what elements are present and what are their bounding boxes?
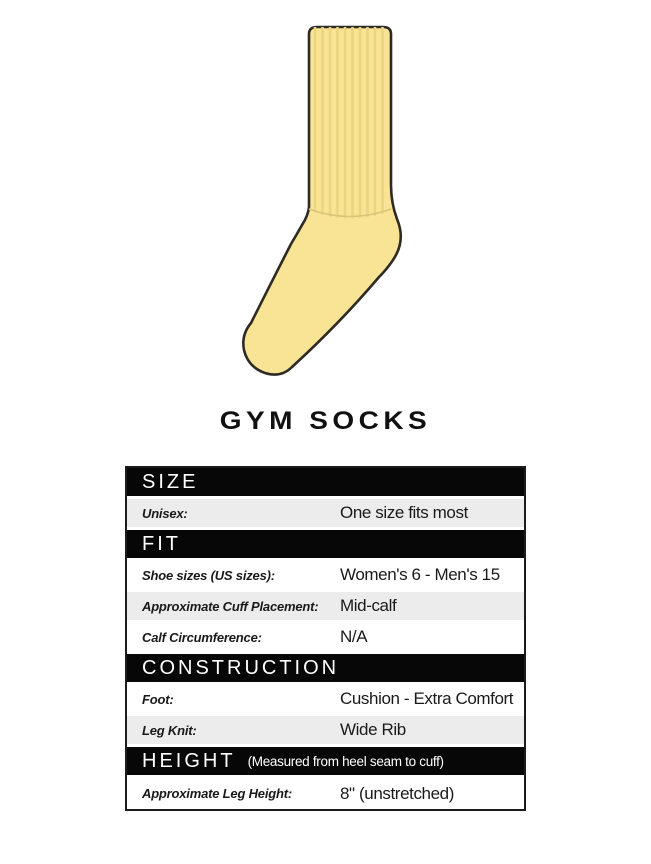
row-label: Calf Circumference: (142, 629, 262, 645)
row-value: N/A (340, 627, 368, 646)
size-chart-section (127, 530, 524, 654)
product-title: GYM SOCKS (219, 407, 432, 435)
row-value: Wide Rib (340, 720, 406, 739)
size-chart-section (127, 468, 524, 530)
section-title: SIZE (142, 470, 199, 493)
section-subtitle: (Measured from heel seam to cuff) (247, 753, 444, 769)
size-chart-section (127, 747, 524, 809)
size-chart-section (127, 654, 524, 747)
table-row (127, 499, 524, 530)
row-label: Approximate Cuff Placement: (142, 598, 319, 614)
table-row (127, 623, 524, 654)
table-row (127, 716, 524, 747)
row-value: 8" (unstretched) (340, 783, 454, 803)
section-header (127, 747, 524, 778)
table-row (127, 592, 524, 623)
section-title: CONSTRUCTION (142, 656, 340, 679)
table-row (127, 561, 524, 592)
row-label: Unisex: (142, 505, 188, 521)
section-header (127, 530, 524, 561)
section-header (127, 654, 524, 685)
row-value: Mid-calf (340, 596, 397, 615)
row-label: Approximate Leg Height: (142, 786, 292, 801)
section-title: HEIGHT (142, 749, 236, 772)
table-row (127, 685, 524, 716)
section-title: FIT (142, 532, 181, 555)
row-label: Shoe sizes (US sizes): (142, 567, 275, 583)
row-value: Cushion - Extra Comfort (340, 689, 514, 708)
row-value: One size fits most (340, 503, 468, 522)
row-value: Women's 6 - Men's 15 (340, 565, 500, 584)
row-label: Foot: (142, 691, 174, 707)
table-row (127, 778, 524, 809)
row-label: Leg Knit: (142, 722, 197, 738)
sock-illustration (240, 25, 412, 377)
size-chart-table (125, 466, 526, 811)
section-header (127, 468, 524, 499)
